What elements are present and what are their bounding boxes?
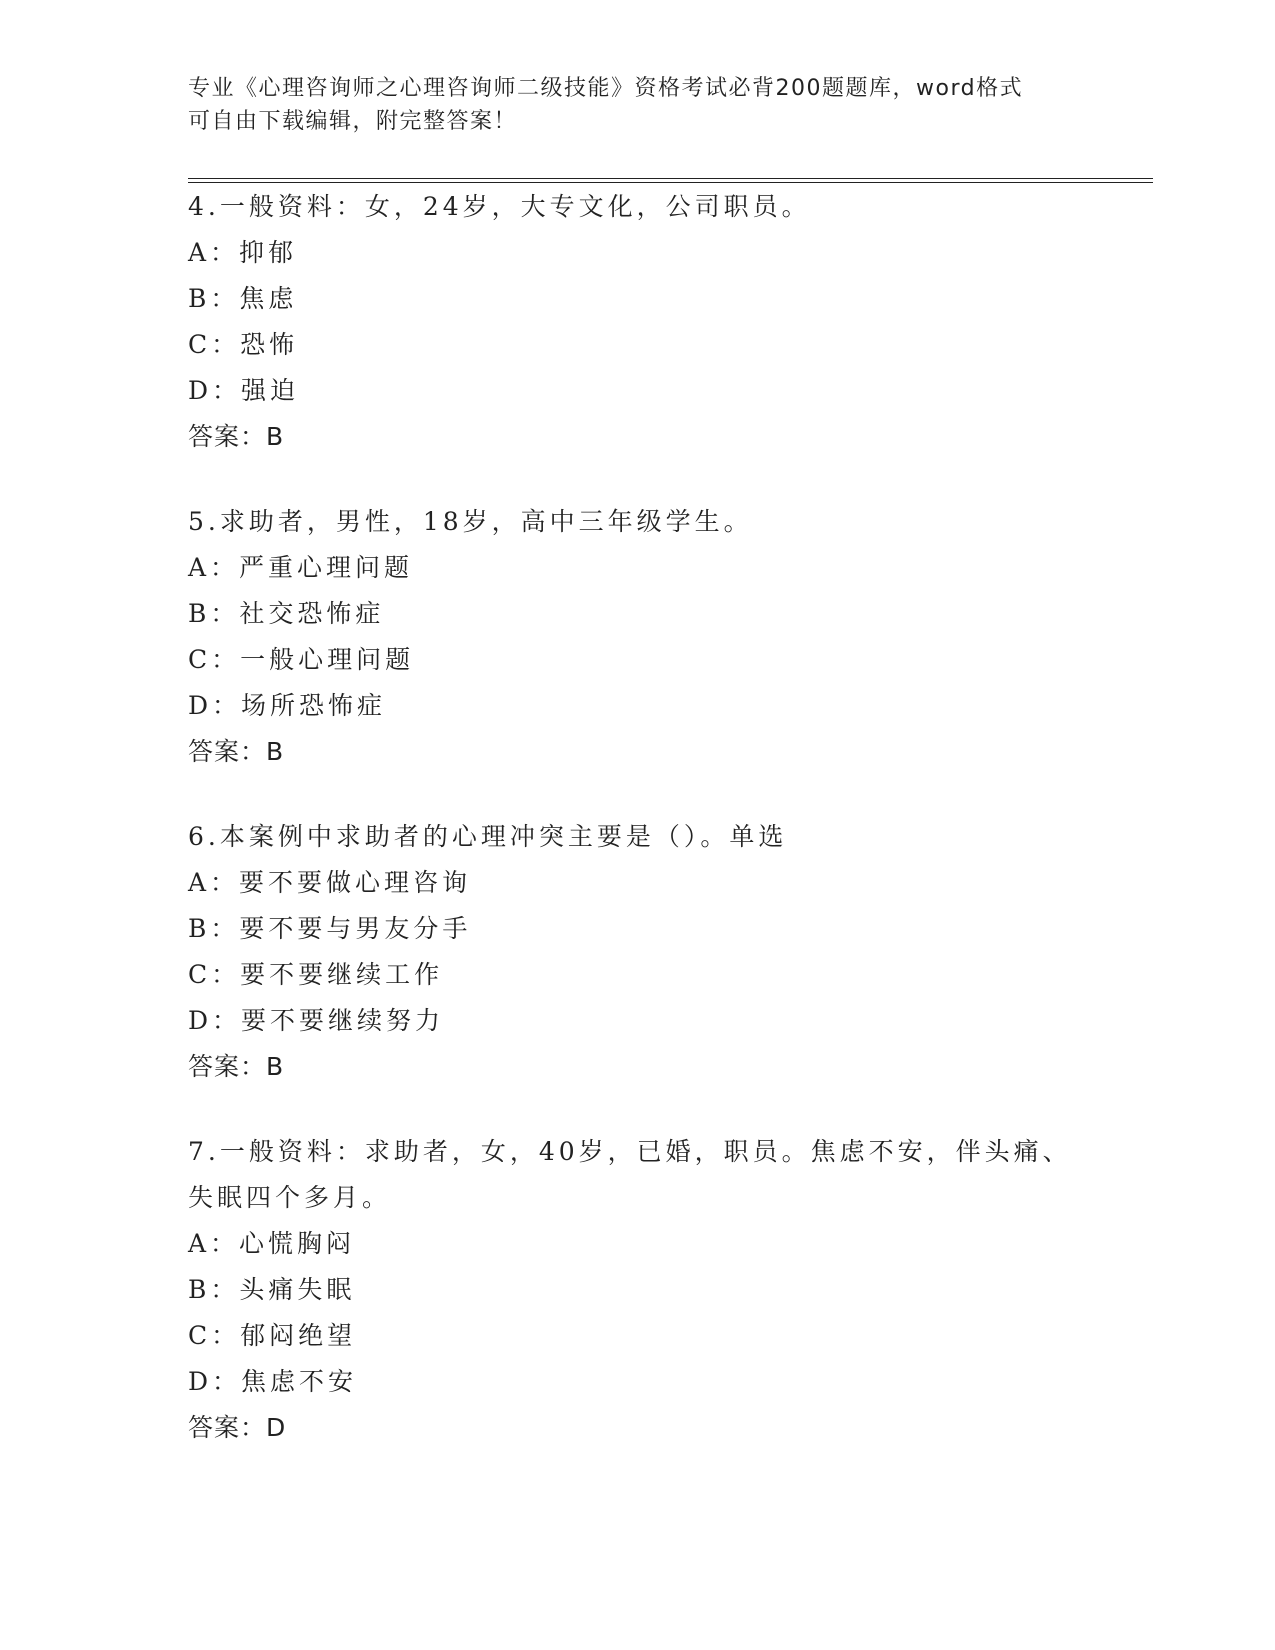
question-6 (188, 814, 1088, 1090)
answer-line: 答案：B (188, 1052, 285, 1081)
header-line-1: 专业《心理咨询师之心理咨询师二级技能》资格考试必背200题题库，word格式 (188, 76, 1024, 101)
option-b: B：焦虑 (188, 284, 298, 313)
header-divider (188, 178, 1153, 183)
option-b: B：头痛失眠 (188, 1275, 356, 1304)
option-b: B：要不要与男友分手 (188, 914, 472, 943)
option-c: C：一般心理问题 (188, 645, 415, 674)
option-c: C：要不要继续工作 (188, 960, 444, 989)
answer-line: 答案：B (188, 422, 285, 451)
header-line-2: 可自由下载编辑，附完整答案！ (188, 109, 518, 134)
option-d: D：要不要继续努力 (188, 1006, 445, 1035)
option-a: A：心慌胸闷 (188, 1229, 356, 1258)
question-7 (188, 1129, 1088, 1451)
question-stem: 5.求助者，男性，18岁，高中三年级学生。 (188, 507, 753, 536)
question-stem: 7.一般资料：求助者，女，40岁，已婚，职员。焦虑不安，伴头痛、 (188, 1137, 1072, 1166)
answer-line: 答案：B (188, 737, 285, 766)
question-stem: 6.本案例中求助者的心理冲突主要是（）。单选 (188, 822, 788, 851)
option-d: D：场所恐怖症 (188, 691, 387, 720)
option-d: D：焦虑不安 (188, 1367, 358, 1396)
option-c: C：恐怖 (188, 330, 299, 359)
option-b: B：社交恐怖症 (188, 599, 385, 628)
option-a: A：严重心理问题 (188, 553, 414, 582)
question-stem-continued: 失眠四个多月。 (188, 1183, 392, 1212)
answer-line: 答案：D (188, 1413, 287, 1442)
question-4 (188, 184, 1088, 460)
option-a: A：抑郁 (188, 238, 298, 267)
option-a: A：要不要做心理咨询 (188, 868, 472, 897)
question-5 (188, 499, 1088, 775)
option-d: D：强迫 (188, 376, 300, 405)
question-stem: 4.一般资料：女，24岁，大专文化，公司职员。 (188, 192, 811, 221)
option-c: C：郁闷绝望 (188, 1321, 357, 1350)
document-header (188, 72, 1088, 138)
